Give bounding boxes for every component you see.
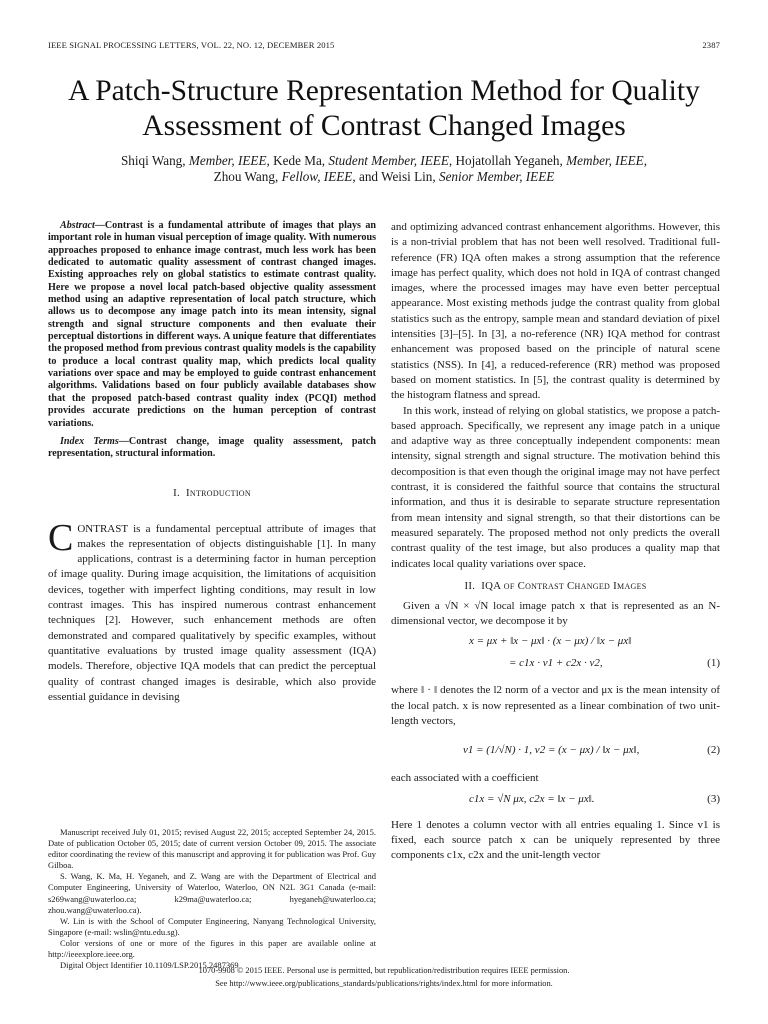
equation-3	[391, 790, 720, 814]
section-2-title: IQA of Contrast Changed Images	[481, 579, 647, 592]
section-1-heading	[48, 487, 376, 499]
section-2-number: II.	[464, 579, 476, 592]
intro-continued: and optimizing advanced contrast enhancement algorithms. However, this is a non-trivial problem that has not been well resolved. Traditional full-reference (FR) IQA often makes a strong assumption that the reference image has perfect quality, which does not hold in IQA of contrast changed images, where the processed images may have even better perceptual appearance. Most existing methods judge the contrast quality from global statistics such as the entropy, sample mean and standard deviation of pixel intensities [3]–[5]. In [3], a no-reference (NR) IQA method for contrast enhancement was proposed based on the principle of natural scene statistics (NSS). In [4], a reduced-reference (RR) method was proposed based on moment statistics. In [5], the contrast quality is determined by the histogram flatness and spread.	[391, 221, 720, 402]
equation-1	[391, 633, 720, 677]
running-header	[48, 40, 720, 54]
authors-line-2: Zhou Wang, Fellow, IEEE, and Weisi Lin, Senior Member, IEEE	[213, 169, 555, 184]
index-terms-text: —Contrast change, image quality assessment, patch representation, structural information.	[48, 435, 376, 460]
title-line-1: A Patch-Structure Representation Method for Quality	[68, 75, 700, 107]
equation-2-body: v1 = (1/√N) · 1, v2 = (x − μx) / ‖x − μx‖,	[463, 744, 640, 757]
section-1-number: I.	[173, 486, 180, 499]
section-2-para-3: each associated with a coefficient	[391, 772, 539, 785]
equation-1-line-1: x = μx + ‖x − μx‖ · (x − μx) / ‖x − μx‖	[469, 635, 632, 648]
equation-3-body: c1x = √N μx, c2x = ‖x − μx‖.	[469, 792, 595, 805]
equation-2	[391, 735, 720, 771]
authors-line-1: Shiqi Wang, Member, IEEE, Kede Ma, Student Member, IEEE, Hojatollah Yeganeh, Member, IEEE,	[120, 153, 648, 168]
drop-cap: C	[48, 516, 74, 559]
page-number: 2387	[702, 40, 720, 50]
footnote-manuscript: Manuscript received July 01, 2015; revised August 22, 2015; accepted September 24, 2015. Date of publication October 05, 2015; date of current version October 09, 2015. The associate editor coordinating the review of this manuscript and approving it for publication was Prof. Guy Gilboa.	[48, 827, 376, 871]
abstract-label: Abstract	[60, 220, 95, 231]
footnotes	[48, 827, 376, 971]
footnote-affiliation-2: W. Lin is with the School of Computer Engineering, Nanyang Technological University, Singapore (e-mail: wslin@ntu.edu.sg).	[48, 915, 376, 937]
section-2-para-4: Here 1 denotes a column vector with all entries equaling 1. Since v1 is fixed, each source patch x can be uniquely represented by three components c1x, c2x and the unit-length vector	[391, 818, 720, 862]
index-terms	[48, 436, 376, 461]
left-column	[48, 220, 376, 705]
copyright-footer	[0, 965, 768, 990]
journal-name: IEEE SIGNAL PROCESSING LETTERS, VOL. 22, NO. 12, DECEMBER 2015	[48, 40, 335, 50]
copyright-line-1: 1070-9908 © 2015 IEEE. Personal use is permitted, but republication/redistribution requires IEEE permission.	[198, 966, 570, 975]
copyright-line-2: See http://www.ieee.org/publications_standards/publications/rights/index.html for more information.	[215, 978, 553, 988]
index-terms-label: Index Terms	[60, 435, 119, 447]
right-column	[391, 220, 720, 864]
footnote-color: Color versions of one or more of the figures in this paper are available online at http://ieeexplore.ieee.org.	[48, 937, 376, 960]
intro-text: is a fundamental perceptual attribute of images that makes the representation of objects distinguishable [1]. In many applications, contrast is a determining factor in human perception of image quality. During image acquisition, the limitations of acquisition devices, together with imperfect lighting conditions, may result in low contrast images. This has inspired numerous contrast enhancement techniques [2]. However, such enhancement methods are often demonstrated and compared qualitatively by specific examples, without quantitative evaluations by trusted image quality assessment (IQA) models. Therefore, objective IQA models that can predict the perceptual quality of contrast changed images is desirable, which also provide essential guidance in devising	[48, 522, 376, 703]
section-1-title: Introduction	[185, 486, 251, 499]
equation-2-number: (2)	[707, 744, 720, 757]
equation-1-number: (1)	[707, 657, 720, 670]
equation-1-line-2: = c1x · v1 + c2x · v2,	[509, 657, 603, 670]
section-2-heading	[391, 580, 720, 592]
footnote-doi: Digital Object Identifier 10.1109/LSP.2015.2487369	[60, 960, 239, 971]
footnote-affiliation-1: S. Wang, K. Ma, H. Yeganeh, and Z. Wang are with the Department of Electrical and Computer Engineering, University of Waterloo, Waterloo, ON N2L 3G1 Canada (e-mail: s269wang@uwaterloo.ca; k29ma@uwaterloo.ca; hyeganeh@uwaterloo.ca; zhou.wang@uwaterloo.ca).	[48, 871, 376, 915]
author-list	[40, 153, 728, 185]
section-2-intro: Given a √N × √N local image patch x that is represented as an N-dimensional vector, we decompose it by	[391, 599, 720, 628]
equation-3-number: (3)	[707, 792, 720, 805]
intro-paragraph	[48, 516, 376, 706]
abstract-text: —Contrast is a fundamental attribute of images that plays an important role in human visual perception of image quality. With numerous approaches proposed to enhance image contrast, much less work has been dedicated to automatic quality assessment of contrast changed images. Existing approaches rely on global statistics to estimate contrast quality. Here we propose a novel local patch-based objective quality assessment method using an adaptive representation of local patch structure, which allows us to decompose any image patch into its mean intensity, signal strength and signal structure components and then evaluate their perceptual distortions in different ways. A unique feature that differentiates the proposed method from previous contrast quality models is the capability to produce a local contrast quality map, which predicts local quality variations over space and may be employed to guide contrast enhancement algorithms. Validations based on four publicly available databases show that the proposed patch-based contrast quality index (PCQI) method provides accurate predictions on the human perception of contrast variations.	[48, 220, 376, 429]
paper-title	[40, 74, 728, 144]
section-2-para-2: where ‖ · ‖ denotes the l2 norm of a vector and μx is the mean intensity of the local patch. x is now represented as a linear combination of two unit-length vectors,	[391, 684, 720, 728]
intro-first-word: ONTRAST	[77, 522, 128, 535]
title-line-2: Assessment of Contrast Changed Images	[142, 110, 626, 142]
abstract	[48, 220, 376, 430]
intro-contribution: In this work, instead of relying on global statistics, we propose a patch-based approach. Specifically, we represent any image patch in a unique and adaptive way as three conceptually independent components: mean intensity, signal strength and signal structure. The motivation behind this decomposition is that even though the original image may not have perfect contrast, it is considered the faithful source that contains the structural information, and thus it is desirable to separate structure representation from mean intensity and signal strength, so that their distortions can be measured separately. The proposed method not only predicts the overall contrast quality of the test image, but also produces a quality map that indicates local quality variations over space.	[391, 404, 720, 570]
